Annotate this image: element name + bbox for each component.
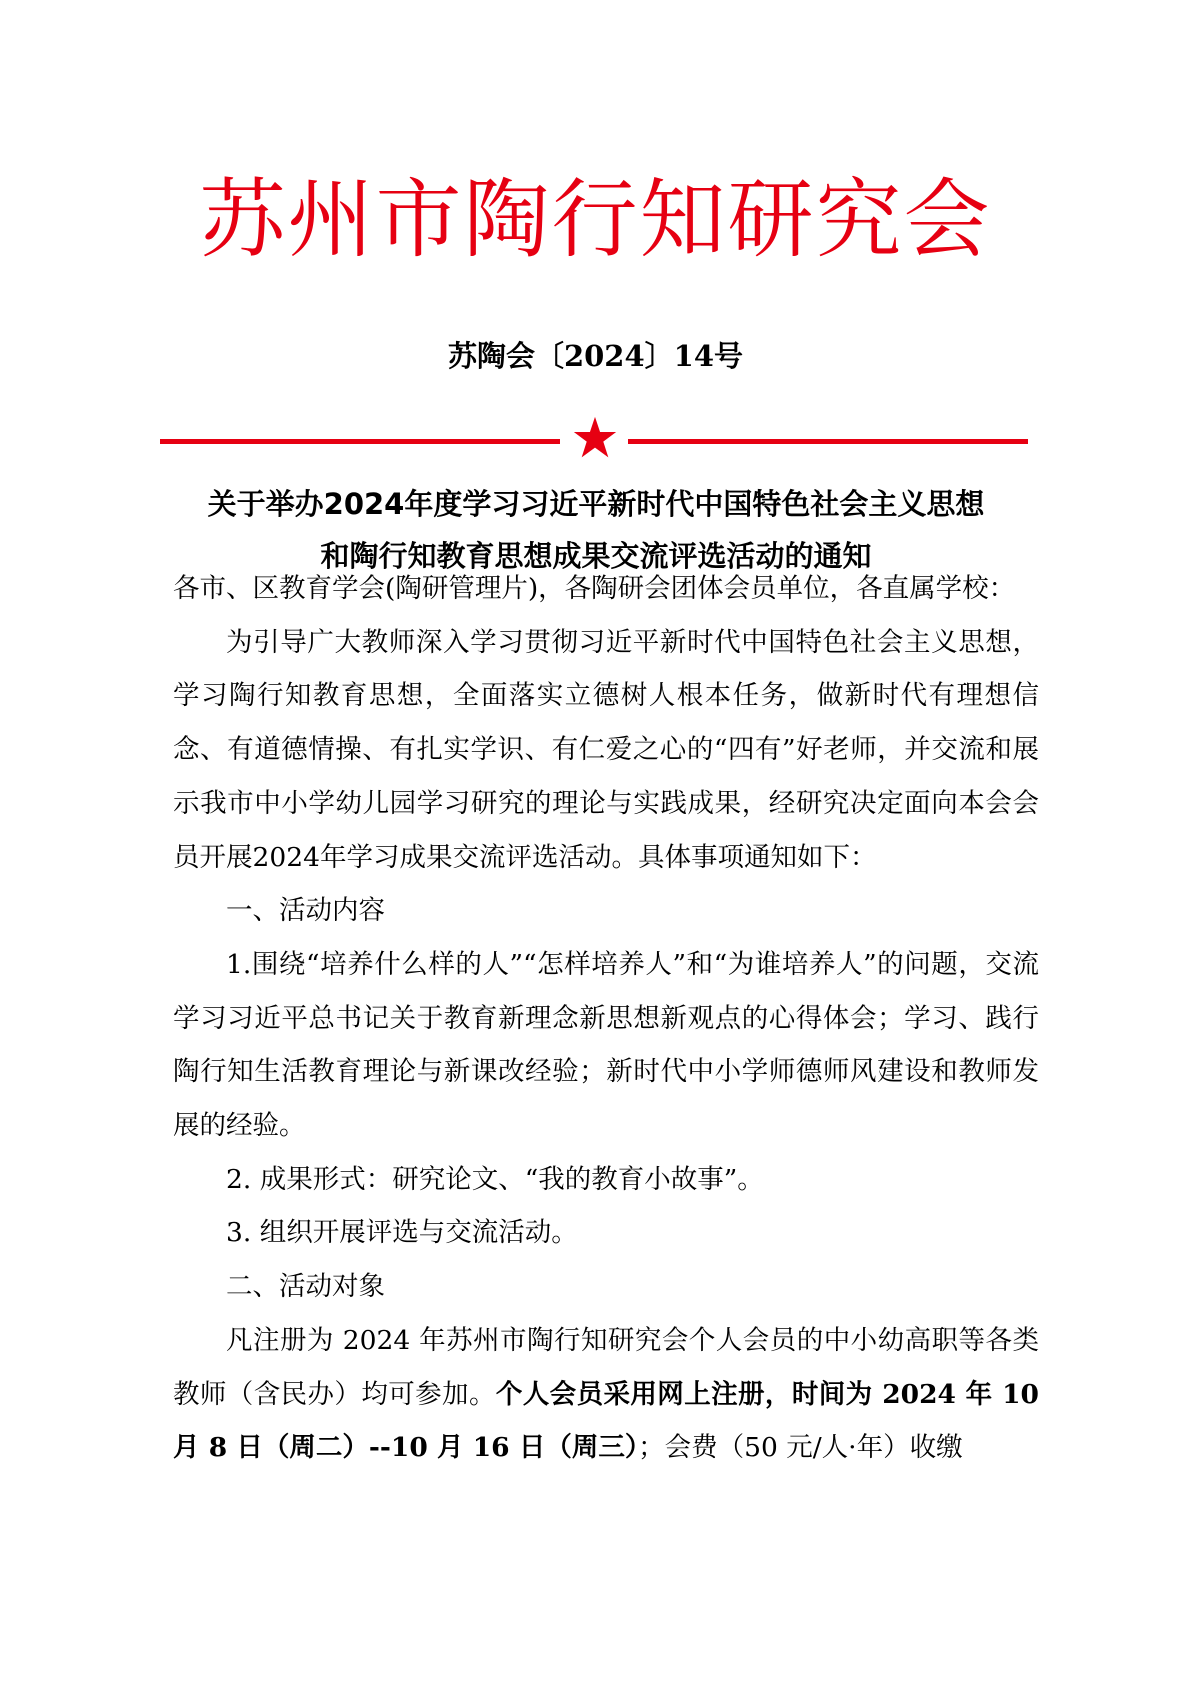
organization-title: 苏州市陶行知研究会 <box>199 170 992 270</box>
salutation: 各市、区教育学会(陶研管理片)，各陶研会团体会员单位，各直属学校： <box>173 573 1016 604</box>
registration-period: 个人会员采用网上注册，时间为 2024 年 10 月 8 日（周二）--10 月 16 日（周三） <box>173 1378 1039 1464</box>
content-item-3: 3. 组织开展评选与交流活动。 <box>226 1217 578 1249</box>
intro-paragraph: 为引导广大教师深入学习贯彻习近平新时代中国特色社会主义思想，学习陶行知教育思想，全面落实立德树人根本任务，做新时代有理想信念、有道德情操、有扎实学识、有仁爱之心的“四有”好老师，并交流和展示我市中小学幼儿园学习研究的理论与实践成果，经研究决定面向本会会员开展2024年学习成果交流评选活动。具体事项通知如下： <box>173 626 1039 873</box>
section-heading-participants: 二、活动对象 <box>226 1271 385 1303</box>
headline-line-2: 和陶行知教育思想成果交流评选活动的通知 <box>320 539 872 573</box>
eligibility-text: 凡注册为 2024 年苏州市陶行知研究会个人会员的中小幼高职等各类教师（含民办）均可参加。 <box>173 1324 1039 1410</box>
red-divider-right <box>628 439 1028 444</box>
membership-fee: ；会费（50 元/人·年）收缴 <box>638 1432 963 1464</box>
headline-line-1: 关于举办2024年度学习习近平新时代中国特色社会主义思想 <box>207 487 985 521</box>
star-icon <box>572 415 618 461</box>
notice-body <box>173 562 1039 1475</box>
content-item-2: 2. 成果形式：研究论文、“我的教育小故事”。 <box>226 1163 764 1195</box>
eligibility-paragraph <box>173 1314 1039 1475</box>
content-item-1: 1.围绕“培养什么样的人”“怎样培养人”和“为谁培养人”的问题，交流学习习近平总书记关于教育新理念新思想新观点的心得体会；学习、践行陶行知生活教育理论与新课改经验；新时代中小学师德师风建设和教师发展的经验。 <box>173 948 1039 1142</box>
section-heading-content: 一、活动内容 <box>226 895 385 927</box>
document-number: 苏陶会〔2024〕14号 <box>447 339 744 373</box>
red-divider-left <box>160 439 560 444</box>
